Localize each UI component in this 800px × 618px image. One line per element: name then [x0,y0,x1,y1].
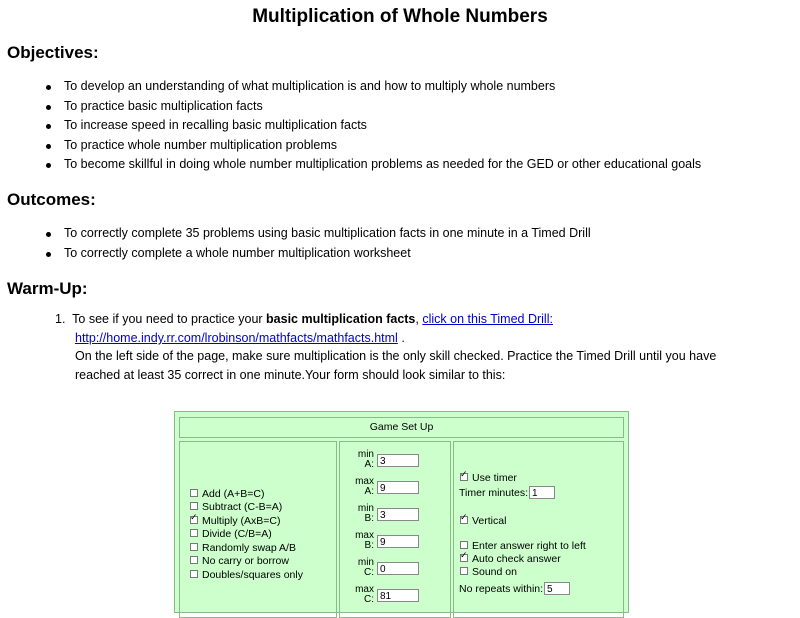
use-timer-option[interactable]: ✓Use timer [460,472,517,484]
checkbox-icon[interactable] [190,556,198,564]
page-title: Multiplication of Whole Numbers [252,6,548,27]
range-label: max A: [355,476,374,497]
warmup-line-1 [55,310,553,329]
outcomes-heading: Outcomes: [7,190,96,209]
no-repeats-label: No repeats within: [459,583,544,595]
ranges-column [339,441,451,618]
objectives-list [0,77,701,175]
warmup-line-4: reached at least 35 correct in one minute.Your form should look similar to this: [75,368,506,382]
settings-column [453,441,624,618]
warmup-line-2 [75,329,405,348]
divide-option[interactable]: Divide (C/B=A) [190,528,272,540]
min-c-input[interactable]: 0 [377,562,419,575]
warmup-number: 1. [55,312,66,326]
checkbox-icon[interactable] [190,529,198,537]
objectives-heading: Objectives: [7,43,99,62]
max-a-input[interactable]: 9 [377,481,419,494]
checkbox-icon[interactable] [190,570,198,578]
add-option[interactable]: Add (A+B=C) [190,488,264,500]
subtract-option[interactable]: Subtract (C-B=A) [190,501,282,513]
sound-on-option[interactable]: Sound on [460,566,517,578]
checkbox-checked-icon[interactable] [460,554,468,562]
list-item: To practice whole number multiplication problems [0,136,701,156]
timed-drill-url-link[interactable]: http://home.indy.rr.com/lrobinson/mathfacts/mathfacts.html [75,331,398,345]
warmup-bold-text: basic multiplication facts [266,312,416,326]
game-setup-panel [174,411,629,613]
multiply-option[interactable]: ✓Multiply (AxB=C) [190,515,280,527]
checkbox-icon[interactable] [190,502,198,510]
auto-check-option[interactable]: ✓Auto check answer [460,553,561,565]
list-item: To correctly complete a whole number multiplication worksheet [0,244,591,264]
range-label: max B: [355,530,374,551]
checkbox-icon[interactable] [190,543,198,551]
warmup-comma: , [415,312,419,326]
min-a-input[interactable]: 3 [377,454,419,467]
list-item: To correctly complete 35 problems using basic multiplication facts in one minute in a Timed Drill [0,224,591,244]
checkbox-checked-icon[interactable] [190,516,198,524]
list-item: To increase speed in recalling basic multiplication facts [0,116,701,136]
warmup-line-3: On the left side of the page, make sure multiplication is the only skill checked. Practice the Timed Drill until you have [75,349,717,363]
timer-minutes-label: Timer minutes: [459,487,529,499]
min-b-input[interactable]: 3 [377,508,419,521]
range-label: min C: [357,557,374,578]
timed-drill-link[interactable]: click on this Timed Drill: [422,312,553,326]
vertical-option[interactable]: ✓Vertical [460,515,506,527]
warmup-url-after: . [401,331,405,345]
game-setup-header: Game Set Up [179,417,624,438]
range-label: min B: [357,503,374,524]
list-item: To become skillful in doing whole number multiplication problems as needed for the GED or other educational goals [0,155,701,175]
checkbox-checked-icon[interactable] [460,516,468,524]
max-b-input[interactable]: 9 [377,535,419,548]
max-c-input[interactable]: 81 [377,589,419,602]
no-carry-option[interactable]: No carry or borrow [190,555,289,567]
timer-minutes-input[interactable]: 1 [529,486,555,499]
checkbox-icon[interactable] [190,489,198,497]
outcomes-list [0,224,591,263]
list-item: To develop an understanding of what multiplication is and how to multiply whole numbers [0,77,701,97]
enter-rtl-option[interactable]: Enter answer right to left [460,540,586,552]
range-label: max C: [355,584,374,605]
checkbox-checked-icon[interactable] [460,473,468,481]
doubles-option[interactable]: Doubles/squares only [190,569,303,581]
list-item: To practice basic multiplication facts [0,97,701,117]
warmup-intro: To see if you need to practice your [72,312,263,326]
checkbox-icon[interactable] [460,541,468,549]
checkbox-icon[interactable] [460,567,468,575]
range-label: min A: [357,449,374,470]
operations-column [179,441,337,618]
no-repeats-input[interactable]: 5 [544,582,570,595]
warmup-heading: Warm-Up: [7,279,88,298]
random-swap-option[interactable]: Randomly swap A/B [190,542,296,554]
